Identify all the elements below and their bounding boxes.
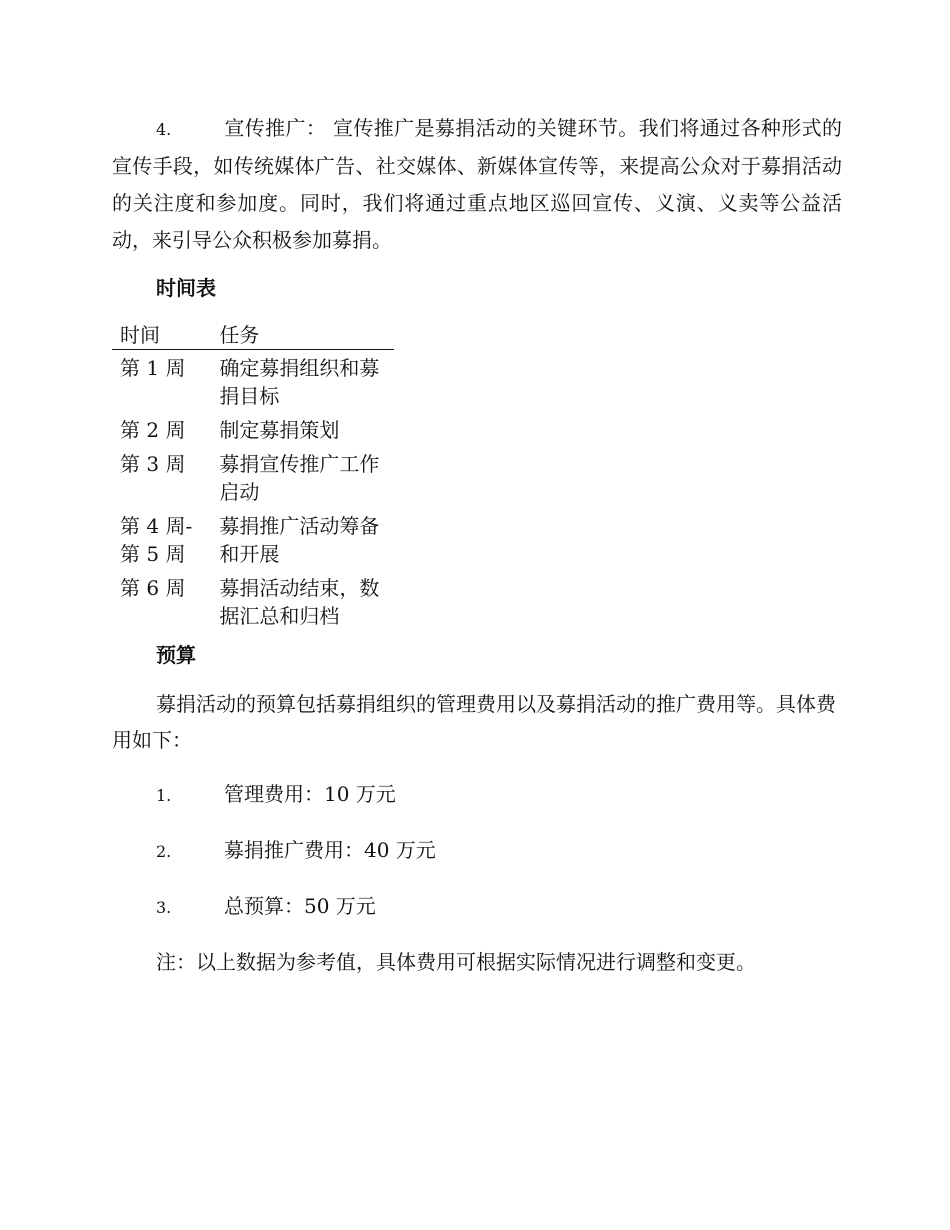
budget-heading: 预算 [156, 643, 196, 667]
list-number: 3. [156, 898, 172, 917]
table-row [112, 446, 394, 508]
cell-task: 募捐活动结束，数据汇总和归档 [219, 576, 380, 628]
budget-intro: 募捐活动的预算包括募捐组织的管理费用以及募捐活动的推广费用等。具体费用如下： [112, 692, 836, 752]
document-content [112, 110, 842, 980]
list-number: 2. [156, 842, 172, 861]
table-row [112, 570, 394, 632]
cell-task: 确定募捐组织和募捐目标 [219, 356, 380, 408]
table-row [112, 350, 394, 413]
budget-note: 注：以上数据为参考值，具体费用可根据实际情况进行调整和变更。 [156, 950, 756, 974]
schedule-heading: 时间表 [156, 276, 216, 300]
list-text: 募捐推广费用：40 万元 [224, 838, 436, 862]
cell-task: 制定募捐策划 [219, 418, 340, 442]
cell-time: 第 6 周 [120, 576, 186, 600]
cell-time: 第 2 周 [120, 418, 186, 442]
list-text: 管理费用：10 万元 [224, 782, 396, 806]
list-item [156, 888, 842, 926]
schedule-table [112, 317, 394, 632]
cell-time: 第 1 周 [120, 356, 186, 380]
list-item [156, 776, 842, 814]
schedule-header-row [112, 317, 394, 350]
table-row [112, 508, 394, 570]
column-header-task: 任务 [211, 317, 394, 350]
table-row [112, 412, 394, 446]
list-number: 1. [156, 786, 172, 805]
column-header-time: 时间 [112, 317, 211, 350]
cell-time: 第 3 周 [120, 452, 186, 476]
cell-time: 第 4 周-第 5 周 [120, 514, 193, 566]
promotion-number: 4. [156, 120, 172, 139]
list-text: 总预算：50 万元 [224, 894, 376, 918]
list-item [156, 832, 842, 870]
promotion-text: 宣传推广： 宣传推广是募捐活动的关键环节。我们将通过各种形式的宣传手段，如传统媒体广告、社交媒体、新媒体宣传等，来提高公众对于募捐活动的关注度和参加度。同时，我们将通过重点地区巡回宣传、义演、义卖等公益活动，来引导公众积极参加募捐。 [112, 116, 842, 252]
cell-task: 募捐宣传推广工作启动 [219, 452, 380, 504]
promotion-paragraph [112, 110, 842, 259]
cell-task: 募捐推广活动筹备和开展 [219, 514, 380, 566]
